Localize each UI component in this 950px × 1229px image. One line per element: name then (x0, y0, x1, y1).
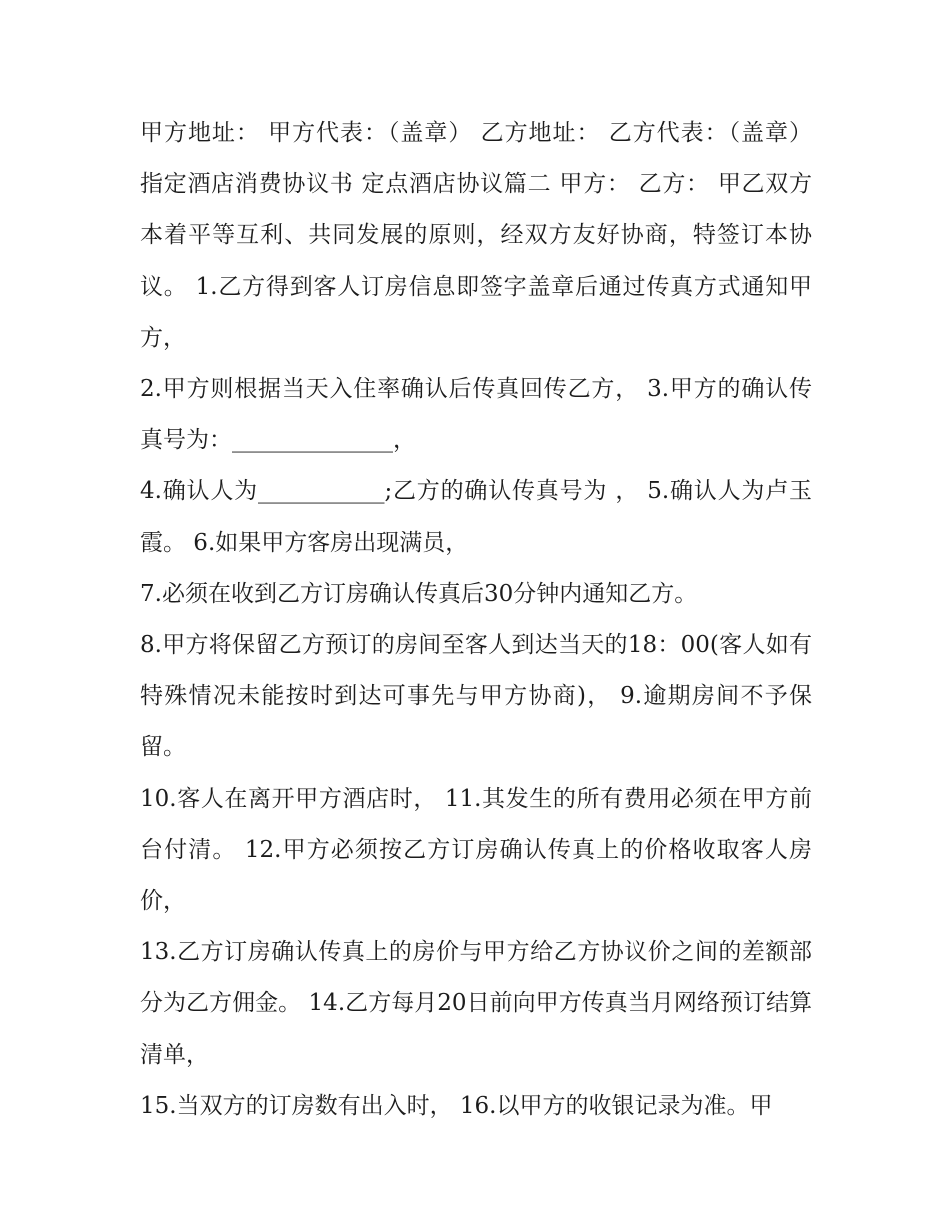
paragraph-opening: 甲方地址： 甲方代表：（盖章） 乙方地址： 乙方代表：（盖章） 指定酒店消费协议书 定点酒店协议篇二 甲方： 乙方： 甲乙双方本着平等互利、共同发展的原则，经双方友好协商，特签订本协议。 1.乙方得到客人订房信息即签字盖章后通过传真方式通知甲方， (140, 120, 812, 351)
document-body (140, 108, 812, 1132)
paragraph-clause-13-14: 13.乙方订房确认传真上的房价与甲方给乙方协议价之间的差额部分为乙方佣金。 14.乙方每月20日前向甲方传真当月网络预订结算清单， (140, 939, 812, 1068)
paragraph-clause-7: 7.必须在收到乙方订房确认传真后30分钟内通知乙方。 (140, 580, 698, 607)
paragraph-clause-4-6: 4.确认人为___________;乙方的确认传真号为 ， 5.确认人为卢玉霞。 6.如果甲方客房出现满员， (140, 478, 812, 556)
paragraph-clause-15-16: 15.当双方的订房数有出入时， 16.以甲方的收银记录为准。甲 (140, 1092, 773, 1119)
paragraph-clause-8-9: 8.甲方将保留乙方预订的房间至客人到达当天的18：00(客人如有特殊情况未能按时到达可事先与甲方协商)， 9.逾期房间不予保留。 (140, 632, 812, 761)
paragraph-clause-2-3: 2.甲方则根据当天入住率确认后传真回传乙方， 3.甲方的确认传真号为：______________， (140, 376, 812, 454)
paragraph-clause-10-12: 10.客人在离开甲方酒店时， 11.其发生的所有费用必须在甲方前台付清。 12.甲方必须按乙方订房确认传真上的价格收取客人房价， (140, 785, 812, 915)
